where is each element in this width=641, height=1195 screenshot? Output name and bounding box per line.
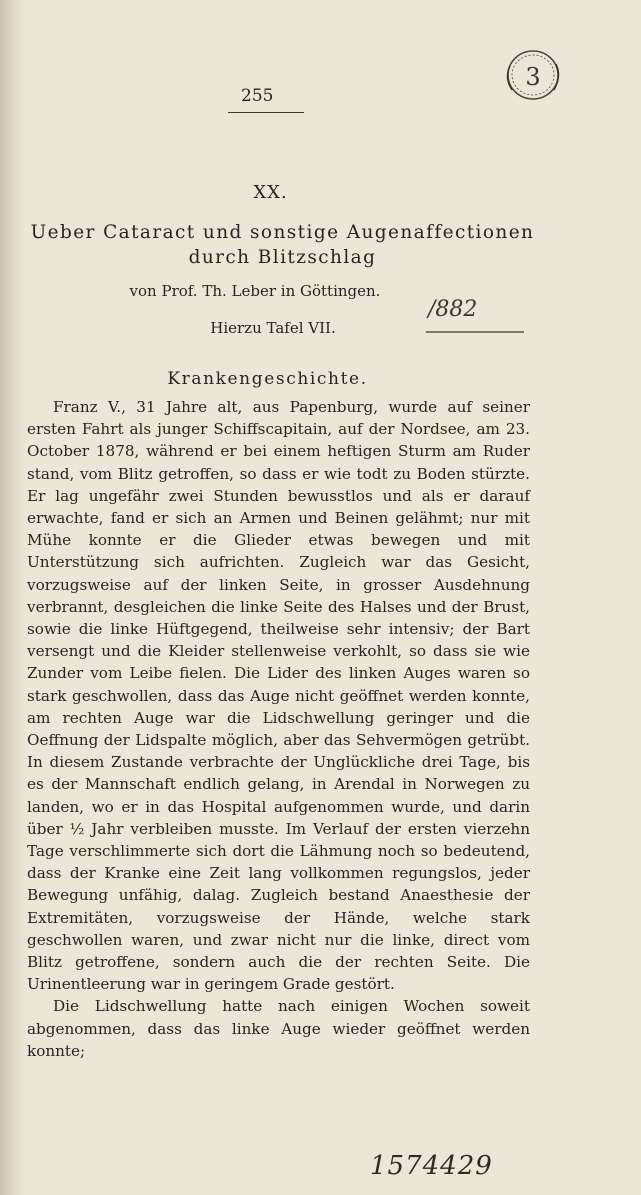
binding-edge: [0, 0, 26, 1195]
title-line-1: Ueber Cataract und sonstige Augenaffectionen: [30, 222, 535, 243]
plate-reference: Hierzu Tafel VII.: [210, 319, 336, 337]
library-stamp: [500, 44, 566, 106]
chapter-number: XX.: [253, 182, 288, 203]
page-number-rule: [228, 112, 304, 113]
title-line-2: durch Blitzschlag: [188, 247, 377, 268]
section-heading: Krankengeschichte.: [167, 369, 368, 389]
byline: von Prof. Th. Leber in Göttingen.: [129, 282, 381, 300]
body-text: [27, 396, 530, 1062]
page-number: 255: [241, 86, 274, 106]
handwritten-shelfmark: [368, 1140, 548, 1184]
handwritten-inventory-number: [420, 288, 530, 338]
article-title: [24, 220, 541, 270]
svg-text:1574429: 1574429: [370, 1151, 493, 1181]
paragraph-2: Die Lidschwellung hatte nach einigen Wochen soweit abgenommen, dass das linke Auge wieder geöffnet werden konnte;: [27, 997, 530, 1060]
paragraph-1: Franz V., 31 Jahre alt, aus Papenburg, wurde auf seiner ersten Fahrt als junger Schiffscapitain, auf der Nordsee, am 23. October 1878, während er bei einem heftigen Sturm am Ruder stand, vom Blitz getroffen, so dass er wie todt zu Boden stürzte. Er lag ungefähr zwei Stunden bewusstlos und als er darauf erwachte, fand er sich an Armen und Beinen gelähmt; nur mit Mühe konnte er die Glieder etwas bewegen und mit Unterstützung sich aufrichten. Zugleich war das Gesicht, vorzugsweise auf der linken Seite, in grosser Ausdehnung verbrannt, desgleichen die linke Seite des Halses und der Brust, sowie die linke Hüftgegend, theilweise sehr intensiv; der Bart versengt und die Kleider stellenweise verkohlt, so dass sie wie Zunder vom Leibe fielen. Die Lider des linken Auges waren so stark geschwollen, dass das Auge nicht geöffnet werden konnte, am rechten Auge war die Lidschwellung geringer und die Oeffnung der Lidspalte möglich, aber das Sehvermögen getrübt. In diesem Zustande verbrachte der Unglückliche drei Tage, bis es der Mannschaft endlich gelang, in Arendal in Norwegen zu landen, wo er in das Hospital aufgenommen wurde, und darin über ½ Jahr verbleiben musste. Im Verlauf der ersten vierzehn Tage verschlimmerte sich dort die Lähmung noch so bedeutend, dass der Kranke eine Zeit lang vollkommen regungslos, jeder Bewegung unfähig, dalag. Zugleich bestand Anaesthesie der Extremitäten, vorzugsweise der Hände, welche stark geschwollen waren, und zwar nicht nur die linke, direct vom Blitz getroffene, sondern auch die der rechten Seite. Die Urinentleerung war in geringem Grade gestört.: [27, 398, 530, 994]
svg-text:/882: /882: [428, 297, 478, 322]
svg-text:3: 3: [525, 63, 541, 91]
